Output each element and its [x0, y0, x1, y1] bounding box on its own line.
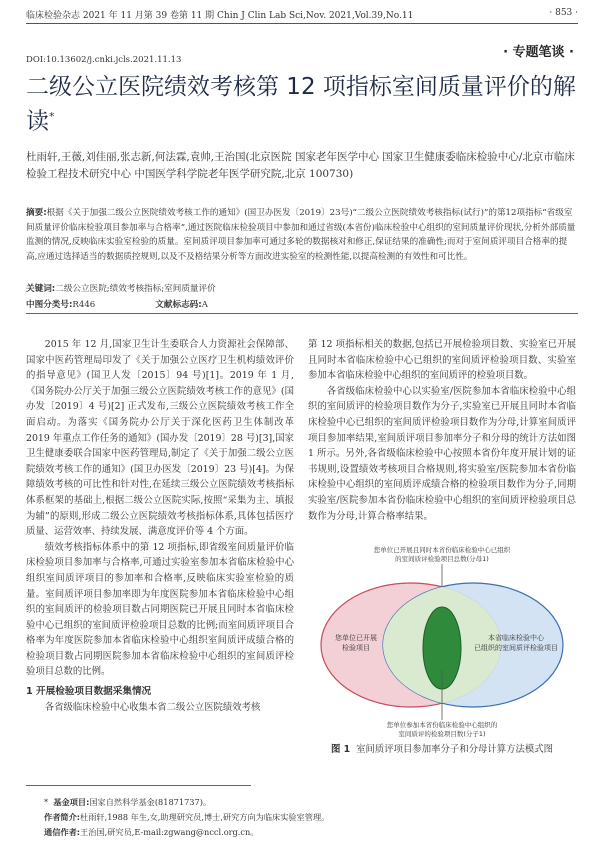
- right-label-line1: 本省临床检验中心: [488, 634, 544, 642]
- top-label-line1: 您单位已开展且同时本省份临床检验中心已组织: [373, 546, 511, 554]
- doi: DOI:10.13602/j.cnki.jcls.2021.11.13: [26, 55, 182, 65]
- author-label: 作者简介:: [44, 812, 81, 822]
- paragraph: 2015 年 12 月,国家卫生计生委联合人力资源社会保障部、国家中医药管理局印发了《关于加强公立医疗卫生机构绩效评价的指导意见》(国卫人发〔2015〕94 号)[1]。2019 年 1 月,《国务院办公厅关于加强三级公立医院绩效考核工作的意见》(国办发〔2019〕4 号)[2] 正式发布,三级公立医院绩效考核工作全面启动。为落实《国务院办公厅关于深化医药卫生体制改革 2019 年重点工作任务的通知》(国办发〔2019〕28 号)[3],国家卫生健康委联合国家中医药管理局,制定了《关于加强二级公立医院绩效考核工作的通知》(国卫办医发〔2019〕23 号)[4]。为保障绩效考核的可比性和针对性,在延续三级公立医院绩效考核指标体系框架的基础上,根据二级公立医院实际,按照“采集为主、填报为辅”的原则,形成二级公立医院绩效考核指标体系,具体包括医疗质量、运营效率、持续发展、满意度评价等 4 个方面。: [26, 339, 294, 538]
- keywords-text: 二级公立医院;绩效考核指标;室间质量评价: [55, 284, 216, 294]
- abstract: [26, 206, 578, 264]
- paragraph: 绩效考核指标体系中的第 12 项指标,即省级室间质量评价临床检验项目参加率与合格率,可通过实验室参加本省临床检验中心组织室间质评项目的参加率和合格率,反映临床实验室检验的质量。室间质评项目参加率即为年度医院参加本省临床检验中心组织的室间质评的检验项目数占同期医院已开展且同时本省临床检验中心已组织的室间质评检验项目总数的比例;而室间质评项目合格率为年度医院参加本省临床检验中心组织室间质评成绩合格的检验项目数占同期医院参加本省临床检验中心组织的室间质评检验项目总数的比例。: [26, 541, 294, 678]
- abstract-label: 摘要:: [26, 208, 47, 218]
- left-label-line1: 您单位已开展: [335, 634, 377, 642]
- paragraph: 各省级临床检验中心收集本省二级公立医院绩效考核: [44, 701, 261, 713]
- running-header: [26, 8, 578, 21]
- author-note: [44, 810, 578, 825]
- footnote-rule: [26, 785, 251, 786]
- contact-text: 王治国,研究员,E-mail:zgwang@nccl.org.cn。: [80, 827, 259, 837]
- paragraph: 第 12 项指标相关的数据,包括已开展检验项目数、实验室已开展且同时本省临床检验中心已组织的室间质评检验项目数、实验室参加本省临床检验中心组织的室间质评的检验项目数。: [308, 339, 576, 382]
- figure-caption-text: 室间质评项目参加率分子和分母计算方法模式图: [356, 744, 554, 755]
- keywords-label: 关键词:: [26, 284, 56, 294]
- figure-1: [308, 540, 576, 760]
- figure-caption: [308, 741, 576, 755]
- authors-affiliation: 杜雨轩,王薇,刘佳丽,张志新,何法霖,袁帅,王治国(北京医院 国家老年医学中心 国家卫生健康委临床检验中心/北京市临床检验工程技术研究中心 中国医学科学院老年医学研究院,北京 100730): [26, 151, 575, 180]
- journal-header: 临床检验杂志 2021 年 11 月第 39 卷第 11 期 Chin J Clin Lab Sci,Nov. 2021,Vol.39,No.11: [26, 11, 414, 21]
- footnotes: [44, 795, 578, 840]
- figure-number: 图 1: [330, 744, 351, 755]
- article-title: [26, 72, 586, 137]
- left-label-line2: 检验项目: [342, 644, 370, 652]
- doc-code-label: 文献标志码:: [155, 300, 202, 310]
- bottom-label-line2: 室间质评的检验项目数(分子1): [398, 730, 486, 738]
- keywords: [26, 282, 578, 294]
- abstract-rule: [26, 313, 578, 314]
- contact-note: [44, 825, 578, 840]
- column-tag: · 专题笔谈 ·: [503, 45, 574, 60]
- clc-value: R446: [72, 300, 96, 310]
- title-footnote-mark: *: [49, 110, 55, 123]
- right-label-line2: 已组织的室间质评检验项目: [474, 644, 558, 652]
- fund-label: 基金项目:: [53, 797, 90, 807]
- top-label-line2: 的室间质评检验项目总数(分母1): [395, 555, 489, 563]
- fund-note: * 基金项目:国家自然科学基金(81871737)。: [44, 797, 212, 807]
- doc-code-value: A: [201, 300, 208, 310]
- title-text: 二级公立医院绩效考核第 12 项指标室间质量评价的解读: [26, 74, 576, 135]
- clc-label: 中图分类号:: [26, 300, 73, 310]
- section-heading: 1 开展检验项目数据采集情况: [26, 686, 152, 698]
- right-column: [308, 337, 576, 524]
- paragraph: 各省级临床检验中心以实验室/医院参加本省临床检验中心组织的室间质评的检验项目数作为分子,实验室已开展且同时本省临床检验中心已组织的室间质评检验项目数作为分母,计算室间质评项目参加率结果,室间质评项目参加率分子和分母的统计方法如图 1 所示。另外,各省级临床检验中心按照本省份年度开展计划的证书规则,设置绩效考核项目合格规则,将实验室/医院参加本省份临床检验中心组织的室间质评成绩合格的检验项目数作为分子,同期实验室/医院参加本省份临床检验中心组织的室间质评检验项目总数作为分母,计算合格率结果。: [308, 385, 576, 522]
- abstract-text: 根据《关于加强二级公立医院绩效考核工作的通知》(国卫办医发〔2019〕23号)“二级公立医院绩效考核指标(试行)”的第12项指标“省级室间质量评价临床检验项目参加率与合格率”,通过医院临床检验项目中参加和通过省级(本省份)临床检验中心组织的室间质量评价现状,分析外部质量监测的情况,反映临床实验室检验的质量。室间质评项目参加率可通过多轮的数据核对和修正,保证结果的准确性;而对于室间质评项目合格率的提高,应通过选择适当的数据质控规则,以及不及格结果分析等方面改进实验室的检测性能,以提高检测的有效性和可比性。: [26, 208, 576, 262]
- venn-diagram: [308, 540, 576, 740]
- left-column: [26, 337, 294, 715]
- header-rule: [26, 23, 578, 24]
- bottom-label-line1: 您单位参加本省份临床检验中心组织的: [386, 721, 498, 729]
- classification: [26, 298, 578, 310]
- contact-label: 通信作者:: [44, 827, 81, 837]
- page-number: · 853 ·: [549, 8, 578, 18]
- author-text: 杜雨轩,1988 年生,女,助理研究员,博士,研究方向为临床实验室管理。: [80, 812, 330, 822]
- fund-text: 国家自然科学基金(81871737)。: [89, 797, 212, 807]
